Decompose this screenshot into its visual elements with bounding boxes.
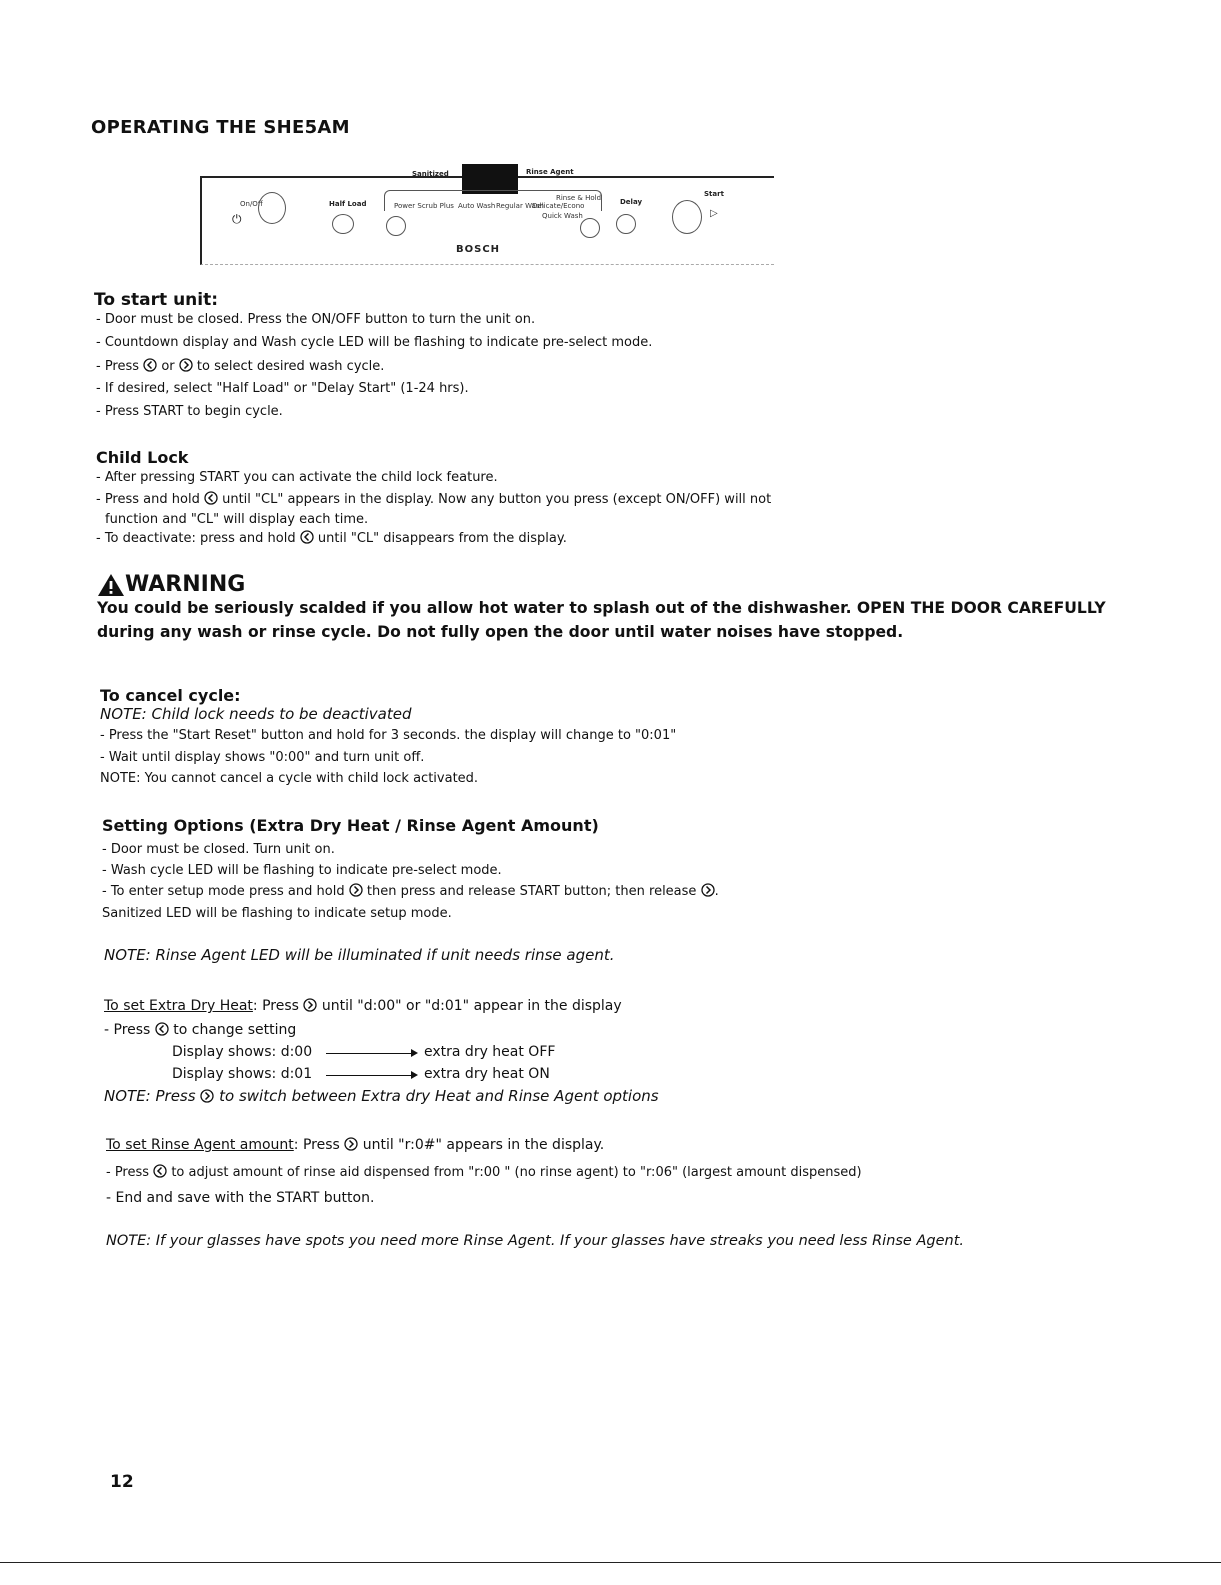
child-lock-line-4: [96, 530, 567, 546]
rinse-amount-line-3: - End and save with the START button.: [106, 1190, 375, 1206]
child-lock-line-2a: - Press and hold: [96, 492, 200, 507]
child-lock-line-3: function and "CL" will display each time.: [105, 512, 369, 527]
cancel-note: NOTE: Child lock needs to be deactivated: [100, 705, 412, 723]
on-off-button[interactable]: [258, 192, 286, 224]
right-arrow-icon: [179, 358, 193, 372]
rinse-amount-line-2a: - Press: [106, 1165, 150, 1180]
setting-line-3: [102, 883, 719, 899]
setting-line-4: Sanitized LED will be flashing to indicate setup mode.: [102, 906, 452, 921]
setting-line-3c: .: [714, 884, 719, 899]
extra-dry-heading: To set Extra Dry Heat: [104, 998, 253, 1014]
right-arrow-icon: [344, 1137, 358, 1151]
rinse-amount-line-1a: : Press: [293, 1137, 340, 1153]
page-title: OPERATING THE SHE5AM: [91, 117, 350, 138]
warning-line-2: during any wash or rinse cycle. Do not fully open the door until water noises have stopped.: [97, 623, 904, 641]
delay-button[interactable]: [616, 214, 636, 234]
rinse-amount-note: NOTE: If your glasses have spots you need more Rinse Agent. If your glasses have streaks you need less Rinse Agent.: [106, 1233, 964, 1249]
left-arrow-icon: [155, 1022, 169, 1036]
extra-dry-note: [104, 1087, 659, 1105]
rinse-amount-line-1b: until "r:0#" appears in the display.: [362, 1137, 605, 1153]
right-arrow-icon: [349, 883, 363, 897]
half-load-label: Half Load: [329, 200, 367, 208]
cancel-line-3: NOTE: You cannot cancel a cycle with child lock activated.: [100, 771, 479, 786]
setting-line-3a: - To enter setup mode press and hold: [102, 884, 345, 899]
left-arrow-icon: [204, 491, 218, 505]
setting-line-2: - Wash cycle LED will be flashing to indicate pre-select mode.: [102, 863, 502, 878]
on-off-label: On/Off: [240, 200, 263, 208]
cycle-label-2: Auto Wash: [458, 202, 496, 210]
child-lock-line-1: - After pressing START you can activate the child lock feature.: [96, 470, 498, 485]
page-number: 12: [110, 1472, 134, 1492]
rinse-amount-line-2b: to adjust amount of rinse aid dispensed from "r:00 " (no rinse agent) to "r:06" (largest amount dispensed): [171, 1165, 862, 1180]
right-arrow-icon: [701, 883, 715, 897]
start-unit-line-3b: or: [161, 359, 175, 374]
warning-title: WARNING: [125, 572, 246, 597]
rinse-amount-heading: To set Rinse Agent amount: [106, 1137, 294, 1153]
extra-dry-note-b: to switch between Extra dry Heat and Rinse Agent options: [219, 1087, 659, 1105]
cycle-label-4: Delicate/Econo: [532, 202, 585, 210]
cycle-label-6: Rinse & Hold: [556, 194, 602, 202]
brand-logo: BOSCH: [456, 244, 501, 255]
cycle-label-1: Power Scrub Plus: [394, 202, 454, 210]
delay-label: Delay: [620, 198, 643, 206]
child-lock-line-2: [96, 491, 771, 507]
arrow-right-icon: [326, 1075, 412, 1076]
rinse-agent-label: Rinse Agent: [526, 168, 574, 176]
setting-line-1: - Door must be closed. Turn unit on.: [102, 842, 335, 857]
extra-dry-row-1-right: extra dry heat OFF: [424, 1044, 556, 1060]
start-triangle-icon: ▷: [710, 208, 718, 219]
cycle-left-button[interactable]: [386, 216, 406, 236]
rinse-agent-note: NOTE: Rinse Agent LED will be illuminated if unit needs rinse agent.: [104, 946, 615, 964]
start-unit-line-2: - Countdown display and Wash cycle LED will be flashing to indicate pre-select mode.: [96, 335, 653, 350]
cycle-label-5: Quick Wash: [542, 212, 583, 220]
left-arrow-icon: [300, 530, 314, 544]
control-panel-illustration: [196, 160, 782, 268]
half-load-button[interactable]: [332, 214, 354, 234]
start-unit-line-4: - If desired, select "Half Load" or "Delay Start" (1-24 hrs).: [96, 381, 469, 396]
extra-dry-note-a: NOTE: Press: [104, 1087, 196, 1105]
start-label: Start: [704, 190, 724, 198]
extra-dry-row-1-left: Display shows: d:00: [172, 1044, 313, 1060]
child-lock-line-2b: until "CL" appears in the display. Now any button you press (except ON/OFF) will not: [222, 492, 772, 507]
start-button[interactable]: [672, 200, 702, 234]
cycle-label-3: Regular Wash: [496, 202, 544, 210]
cancel-line-1: - Press the "Start Reset" button and hold for 3 seconds. the display will change to "0:01": [100, 728, 677, 743]
extra-dry-row-2-right: extra dry heat ON: [424, 1066, 550, 1082]
left-arrow-icon: [143, 358, 157, 372]
right-arrow-icon: [303, 998, 317, 1012]
start-unit-line-3c: to select desired wash cycle.: [196, 359, 385, 374]
start-unit-line-3: [96, 358, 384, 374]
sanitized-label: Sanitized: [412, 170, 449, 178]
setting-heading: Setting Options (Extra Dry Heat / Rinse Agent Amount): [102, 816, 599, 835]
child-lock-line-4a: - To deactivate: press and hold: [96, 531, 296, 546]
power-icon: ⏻: [232, 212, 242, 226]
start-unit-line-1: - Door must be closed. Press the ON/OFF button to turn the unit on.: [96, 312, 536, 327]
extra-dry-line-1a: : Press: [252, 998, 299, 1014]
start-unit-line-5: - Press START to begin cycle.: [96, 404, 283, 419]
left-arrow-icon: [153, 1164, 167, 1178]
start-unit-line-3a: - Press: [96, 359, 140, 374]
extra-dry-line-2: [104, 1022, 296, 1038]
rinse-amount-line-2: [106, 1164, 862, 1180]
extra-dry-line-2a: - Press: [104, 1022, 151, 1038]
cancel-line-2: - Wait until display shows "0:00" and turn unit off.: [100, 750, 425, 765]
cancel-heading: To cancel cycle:: [100, 686, 241, 705]
warning-triangle-icon: [97, 573, 125, 597]
setting-line-3b: then press and release START button; then release: [366, 884, 697, 899]
extra-dry-line-2b: to change setting: [173, 1022, 297, 1038]
warning-heading: [97, 572, 245, 597]
extra-dry-row-2-left: Display shows: d:01: [172, 1066, 313, 1082]
right-arrow-icon: [200, 1089, 214, 1103]
extra-dry-line-1: [104, 998, 622, 1014]
cycle-right-button[interactable]: [580, 218, 600, 238]
warning-line-1: You could be seriously scalded if you allow hot water to splash out of the dishwasher. OPEN THE DOOR CAREFULLY: [97, 599, 1106, 617]
rinse-amount-line-1: [106, 1137, 604, 1153]
arrow-right-icon: [326, 1053, 412, 1054]
child-lock-heading: Child Lock: [96, 448, 189, 467]
bottom-rule: [0, 1562, 1221, 1563]
extra-dry-line-1b: until "d:00" or "d:01" appear in the display: [321, 998, 622, 1014]
child-lock-line-4b: until "CL" disappears from the display.: [317, 531, 567, 546]
start-unit-heading: To start unit:: [94, 290, 219, 310]
